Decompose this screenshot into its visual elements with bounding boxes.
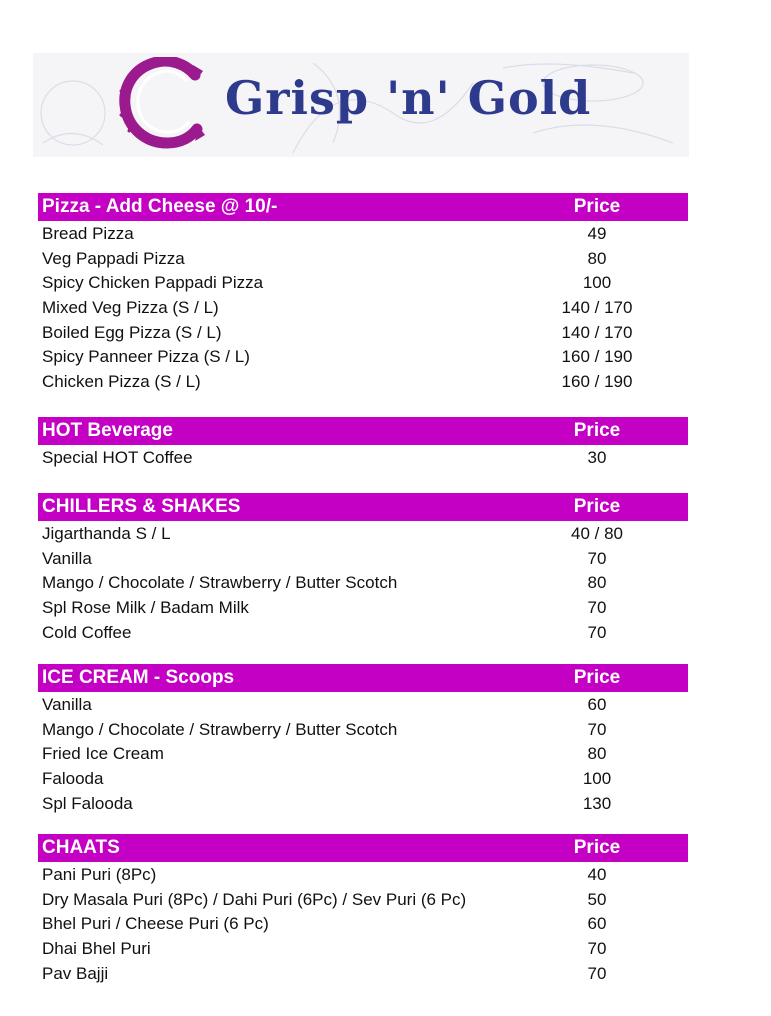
item-name: Boiled Egg Pizza (S / L) bbox=[42, 322, 222, 342]
item-price: 80 bbox=[587, 744, 607, 764]
menu-item bbox=[38, 961, 688, 986]
menu-item bbox=[38, 445, 688, 470]
item-price: 60 bbox=[587, 695, 607, 714]
section-title: CHAATS bbox=[42, 837, 120, 858]
item-price: 70 bbox=[587, 622, 607, 642]
item-price: 100 bbox=[582, 273, 612, 293]
menu-item bbox=[38, 911, 688, 936]
item-name: Spicy Chicken Pappadi Pizza bbox=[42, 273, 264, 293]
item-price: 130 bbox=[582, 793, 612, 813]
menu-item bbox=[38, 741, 688, 766]
section-title: Pizza - Add Cheese @ 10/- bbox=[42, 196, 278, 217]
item-name: Bhel Puri / Cheese Puri (6 Pc) bbox=[42, 914, 269, 934]
section-header bbox=[38, 193, 688, 221]
item-name: Special HOT Coffee bbox=[42, 448, 193, 467]
section-pizza bbox=[38, 193, 688, 394]
item-name: Mango / Chocolate / Strawberry / Butter Scotch bbox=[42, 719, 398, 739]
item-price: 70 bbox=[587, 598, 607, 618]
item-name: Pani Puri (8Pc) bbox=[42, 865, 157, 884]
menu-item bbox=[38, 270, 688, 295]
item-price: 70 bbox=[587, 939, 607, 959]
item-name: Dry Masala Puri (8Pc) / Dahi Puri (6Pc) / Sev Puri (6 Pc) bbox=[42, 889, 467, 909]
menu-item bbox=[38, 620, 688, 645]
item-price: 140 / 170 bbox=[561, 322, 633, 342]
item-name: Chicken Pizza (S / L) bbox=[42, 372, 201, 392]
menu-item bbox=[38, 344, 688, 369]
item-price: 140 / 170 bbox=[561, 298, 633, 318]
menu-item bbox=[38, 570, 688, 595]
section-header bbox=[38, 493, 688, 521]
item-price: 70 bbox=[587, 719, 607, 739]
brand-banner bbox=[33, 53, 689, 157]
item-name: Mango / Chocolate / Strawberry / Butter Scotch bbox=[42, 573, 398, 593]
item-price: 70 bbox=[587, 963, 607, 983]
menu-item bbox=[38, 936, 688, 961]
item-name: Mixed Veg Pizza (S / L) bbox=[42, 298, 219, 318]
item-name: Dhai Bhel Puri bbox=[42, 939, 151, 959]
item-name: Spl Falooda bbox=[42, 793, 133, 813]
section-header bbox=[38, 664, 688, 692]
menu-item bbox=[38, 717, 688, 742]
section-ice-cream bbox=[38, 664, 688, 815]
section-header bbox=[38, 417, 688, 445]
menu-item bbox=[38, 546, 688, 571]
section-chaats bbox=[38, 834, 688, 985]
price-header: Price bbox=[573, 667, 621, 688]
item-name: Pav Bajji bbox=[42, 963, 109, 983]
brand-name: Grisp 'n' Gold bbox=[225, 71, 592, 125]
menu-item bbox=[38, 369, 688, 394]
item-name: Bread Pizza bbox=[42, 224, 134, 243]
section-hot-beverage bbox=[38, 417, 688, 470]
menu-item bbox=[38, 595, 688, 620]
item-name: Spl Rose Milk / Badam Milk bbox=[42, 598, 249, 618]
menu-item bbox=[38, 862, 688, 887]
item-price: 160 / 190 bbox=[561, 347, 633, 367]
menu-item bbox=[38, 692, 688, 717]
item-name: Jigarthanda S / L bbox=[42, 524, 171, 543]
item-name: Vanilla bbox=[42, 548, 92, 568]
item-name: Veg Pappadi Pizza bbox=[42, 248, 185, 268]
menu-item bbox=[38, 887, 688, 912]
price-header: Price bbox=[573, 420, 621, 441]
item-price: 30 bbox=[587, 448, 607, 467]
item-price: 160 / 190 bbox=[561, 372, 633, 392]
item-name: Fried Ice Cream bbox=[42, 744, 164, 764]
item-price: 80 bbox=[587, 573, 607, 593]
item-name: Falooda bbox=[42, 769, 104, 789]
item-price: 40 / 80 bbox=[571, 524, 623, 543]
item-name: Vanilla bbox=[42, 695, 92, 714]
menu-item bbox=[38, 521, 688, 546]
section-title: ICE CREAM - Scoops bbox=[42, 667, 235, 688]
item-price: 100 bbox=[582, 769, 612, 789]
item-name: Spicy Panneer Pizza (S / L) bbox=[42, 347, 250, 367]
menu-item bbox=[38, 221, 688, 246]
price-header: Price bbox=[573, 496, 621, 517]
menu-item bbox=[38, 766, 688, 791]
menu-item bbox=[38, 320, 688, 345]
menu-item bbox=[38, 791, 688, 816]
item-price: 49 bbox=[587, 224, 607, 243]
item-price: 70 bbox=[587, 548, 607, 568]
price-header: Price bbox=[573, 837, 621, 858]
section-title: HOT Beverage bbox=[42, 420, 173, 441]
item-name: Cold Coffee bbox=[42, 622, 132, 642]
menu-item bbox=[38, 246, 688, 271]
item-price: 40 bbox=[587, 865, 607, 884]
section-header bbox=[38, 834, 688, 862]
logo-c-icon bbox=[117, 57, 213, 149]
menu-item bbox=[38, 295, 688, 320]
item-price: 50 bbox=[587, 889, 607, 909]
item-price: 80 bbox=[587, 248, 607, 268]
section-chillers-shakes bbox=[38, 493, 688, 644]
price-header: Price bbox=[573, 196, 621, 217]
section-title: CHILLERS & SHAKES bbox=[42, 496, 241, 517]
item-price: 60 bbox=[587, 914, 607, 934]
